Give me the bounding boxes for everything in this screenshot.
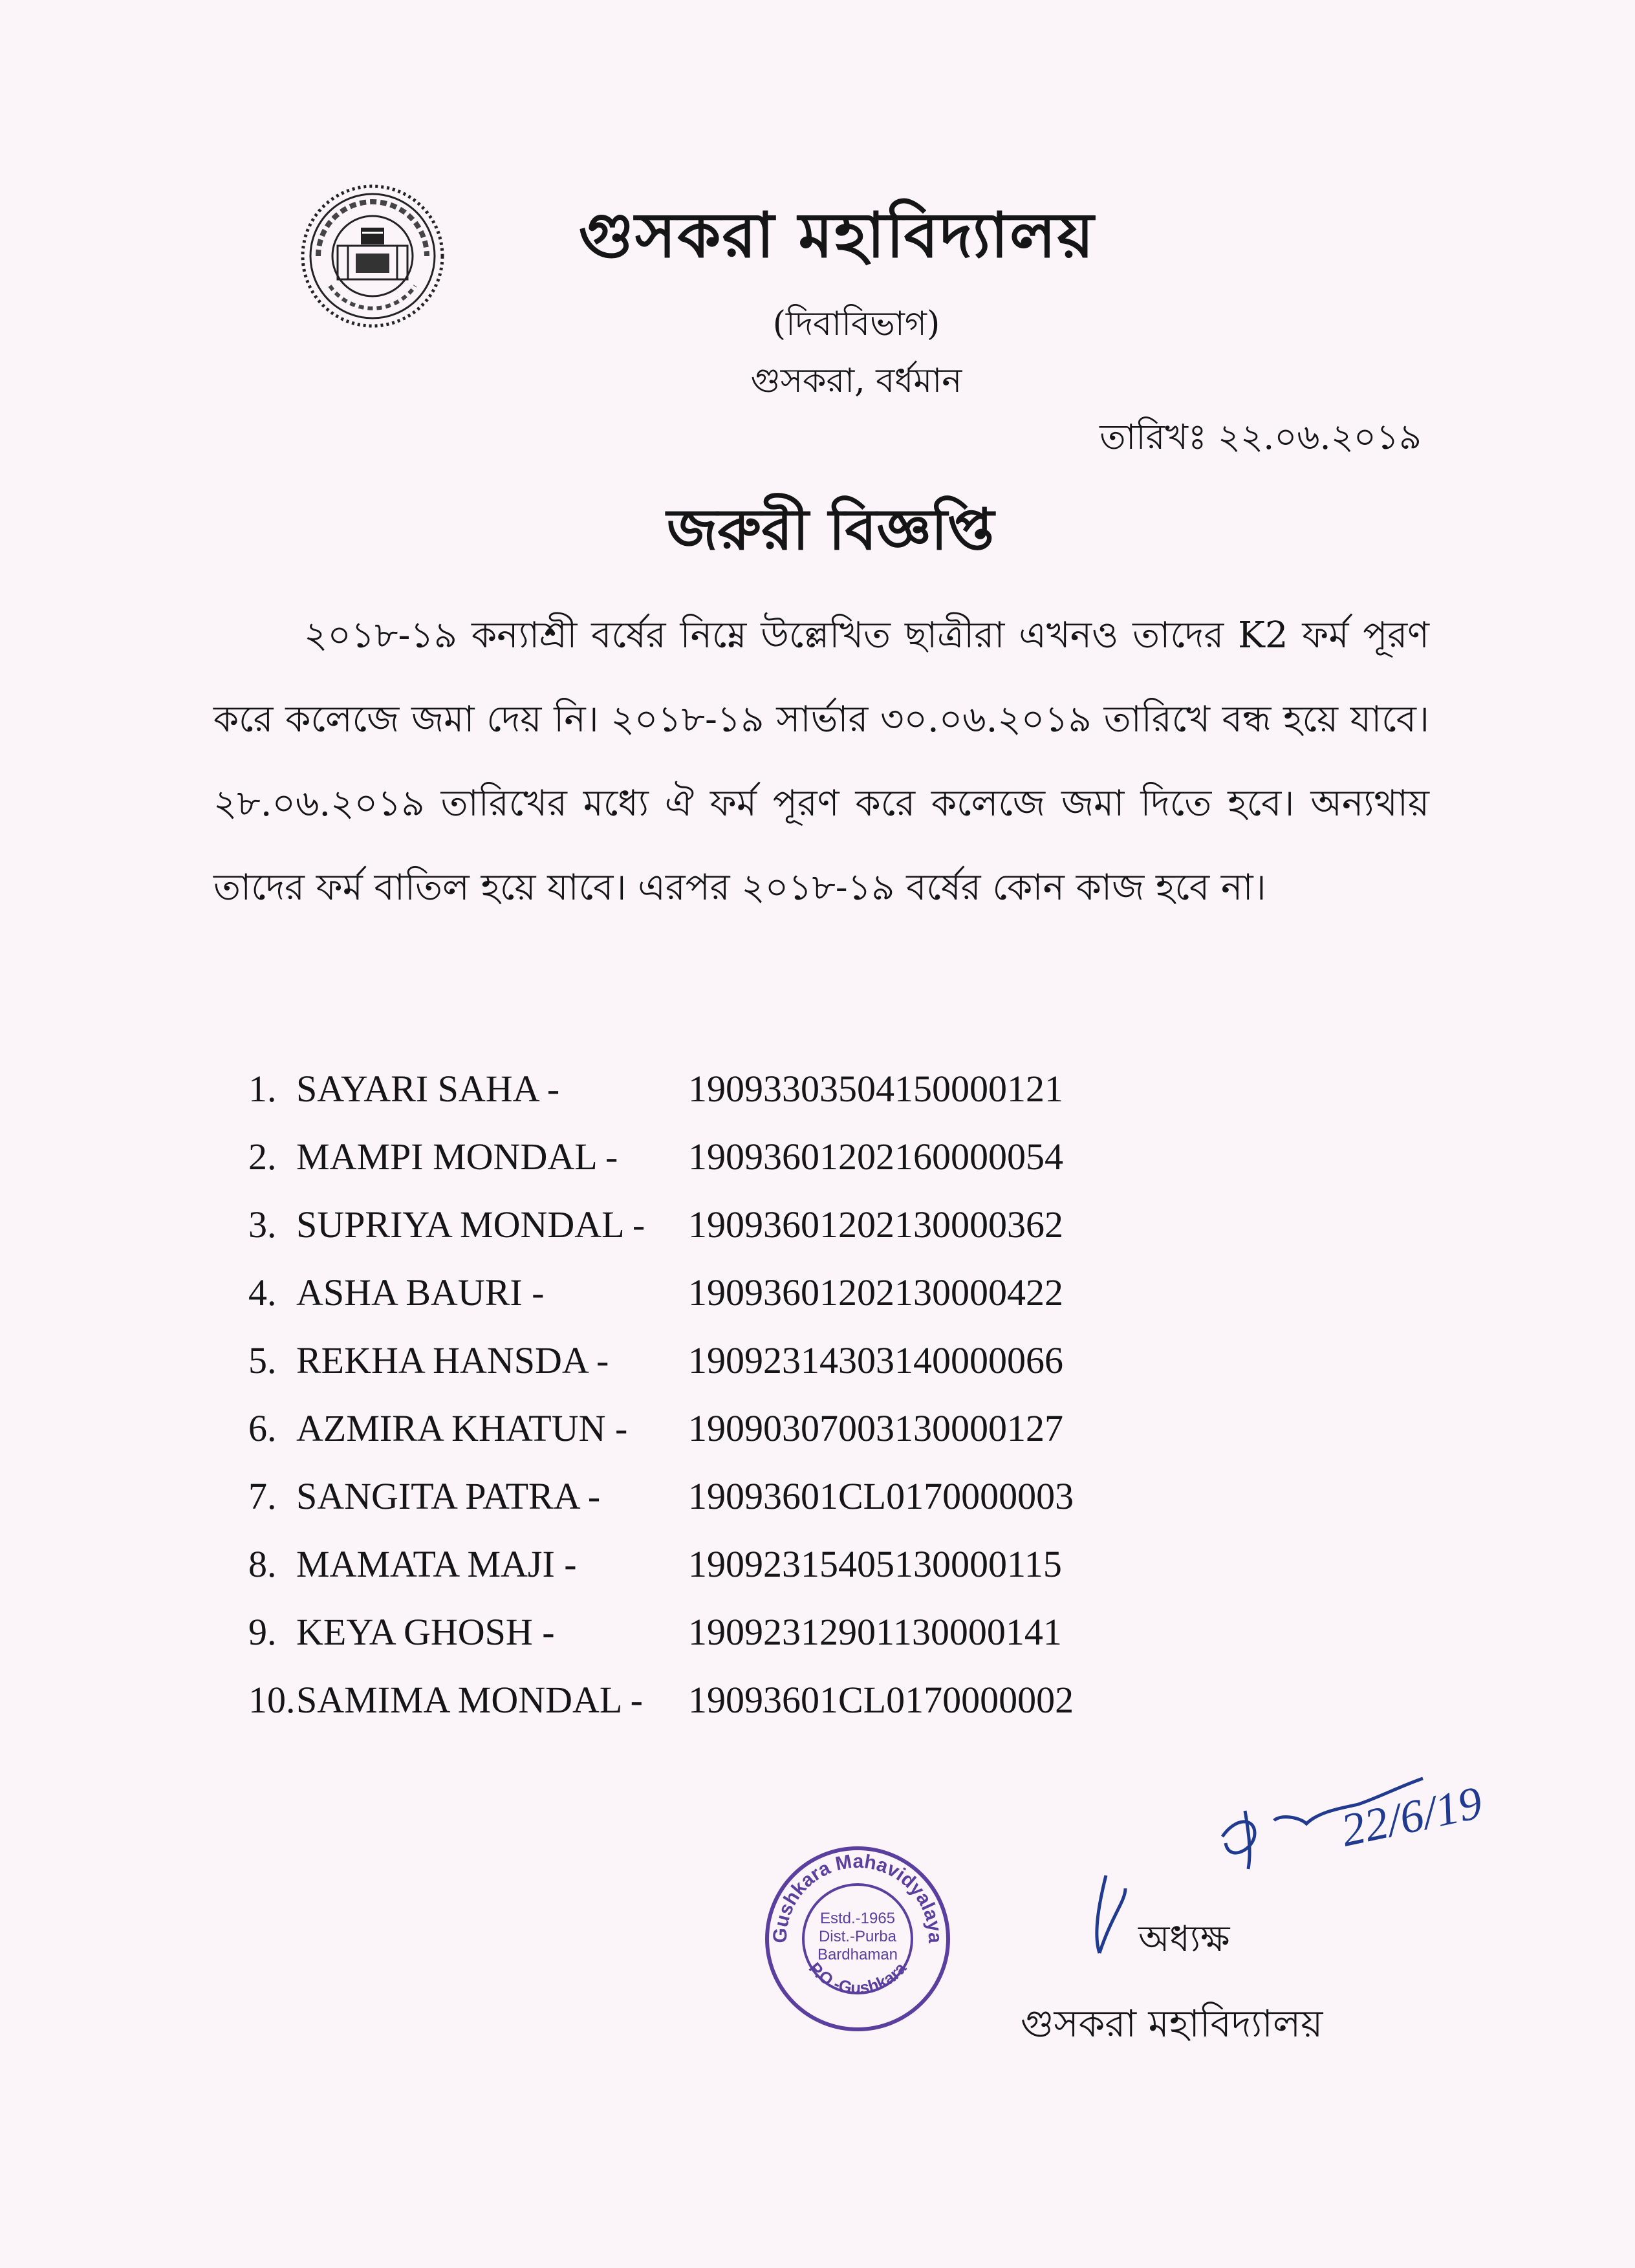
seal-bottom-text: P.O.-Gushkara: [805, 1958, 911, 1998]
student-name: AZMIRA KHATUN -: [296, 1407, 628, 1449]
college-name: গুসকরা মহাবিদ্যালয়: [578, 199, 1096, 272]
list-item-number: 5.: [248, 1339, 277, 1381]
svg-text:P.O.-Gushkara: [805, 1958, 911, 1998]
notice-title: জরুরী বিজ্ঞপ্তি: [666, 495, 995, 563]
student-id: 1909330350415000012​1: [688, 1068, 1063, 1110]
student-id: 19092314303140000066: [688, 1339, 1063, 1381]
college-address: গুসকরা, বর্ধমান: [750, 362, 962, 400]
college-seal-stamp: [761, 1842, 955, 2036]
student-id: 19093601202160000054: [688, 1136, 1063, 1178]
student-name: REKHA HANSDA -: [296, 1339, 609, 1381]
list-item: [248, 1135, 1154, 1203]
seal-line-2: Dist.-Purba: [818, 1928, 897, 1945]
notice-body: ২০১৮-১৯ কন্যাশ্রী বর্ষের নিম্নে উল্লেখিত ছাত্রীরা এখনও তাদের K2 ফর্ম পূরণ করে কলেজে জমা দেয় নি। ২০১৮-১৯ সার্ভার ৩০.০৬.২০১৯ তারিখে বন্ধ হয়ে যাবে। ২৮.০৬.২০১৯ তারিখের মধ্যে ঐ ফর্ম পূরণ করে কলেজে জমা দিতে হবে। অন্যথায় তাদের ফর্ম বাতিল হয়ে যাবে। এরপর ২০১৮-১৯ বর্ষের কোন কাজ হবে না।: [213, 614, 1429, 909]
list-item-number: 6.: [248, 1407, 277, 1449]
list-item-number: 7.: [248, 1475, 277, 1517]
student-id: 19093601202130000422: [688, 1271, 1063, 1313]
division-label: (দিবাবিভাগ): [772, 305, 940, 343]
list-item: [248, 1339, 1154, 1407]
student-list: [248, 1067, 1154, 1746]
list-item: [248, 1678, 1154, 1746]
list-item-number: 4.: [248, 1271, 277, 1313]
list-item-number: 2.: [248, 1136, 277, 1178]
notice-date: তারিখঃ ২২.০৬.২০১৯: [1099, 416, 1422, 457]
student-name: MAMPI MONDAL -: [296, 1136, 618, 1178]
seal-line-1: Estd.-1965: [819, 1910, 896, 1927]
designation-label: অধ্যক্ষ: [1138, 1918, 1230, 1960]
student-id: 19093601202130000362: [688, 1204, 1063, 1246]
student-name: SUPRIYA MONDAL -: [296, 1204, 645, 1246]
student-name: ASHA BAURI -: [296, 1271, 545, 1313]
student-name: SANGITA PATRA -: [296, 1475, 601, 1517]
list-item-number: 10.: [248, 1679, 296, 1721]
student-name: MAMATA MAJI -: [296, 1543, 577, 1585]
list-item: [248, 1542, 1154, 1610]
student-id: 19093601CL0170000003: [688, 1475, 1074, 1517]
student-id: 19090307003130000127: [688, 1407, 1063, 1449]
student-name: KEYA GHOSH -: [296, 1611, 555, 1653]
seal-ring-text: Gushkara Mahavidyalaya: [769, 1850, 946, 1944]
list-item: [248, 1407, 1154, 1474]
list-item: [248, 1203, 1154, 1271]
list-item-number: 3.: [248, 1204, 277, 1246]
seal-line-3: Bardhaman: [817, 1946, 898, 1963]
student-name: SAYARI SAHA -: [296, 1068, 560, 1110]
student-name: SAMIMA MONDAL -: [296, 1679, 643, 1721]
list-item-number: 8.: [248, 1543, 277, 1585]
footer-college-name: গুসকরা মহাবিদ্যালয়: [1021, 2002, 1323, 2046]
list-item: [248, 1474, 1154, 1542]
student-id: 19093601CL0170000002: [688, 1679, 1074, 1721]
student-id: 19092312901130000141: [688, 1611, 1062, 1653]
list-item-number: 1.: [248, 1068, 277, 1110]
signature-date: 22/6/19: [1336, 1776, 1487, 1857]
list-item: [248, 1067, 1154, 1135]
list-item: [248, 1271, 1154, 1339]
list-item-number: 9.: [248, 1611, 277, 1653]
student-id: 19092315405130000115: [688, 1543, 1062, 1585]
list-item: [248, 1610, 1154, 1678]
